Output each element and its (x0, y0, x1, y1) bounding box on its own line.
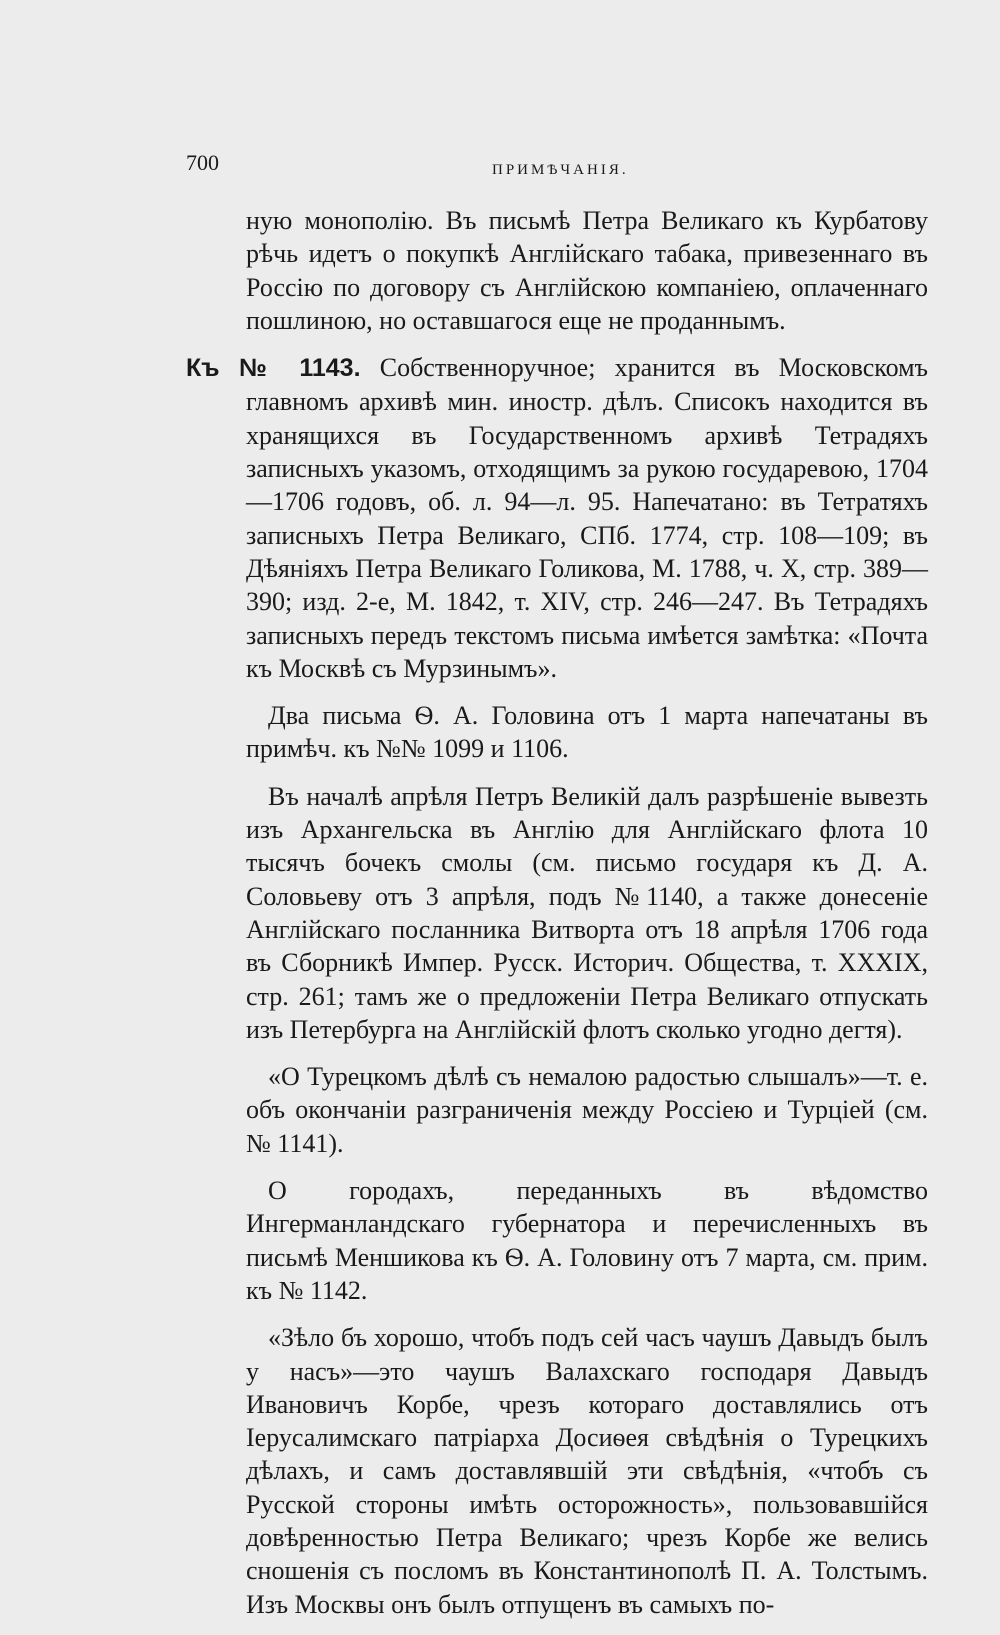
paragraph: «О Турецкомъ дѣлѣ съ немалою радостью слышалъ»—т. е. объ окончаніи разграниченія между Россіею и Турціей (см. № 1141). (246, 1062, 928, 1158)
paragraph: «Зѣло бъ хорошо, чтобъ подъ сей часъ чаушъ Давыдъ былъ у насъ»—это чаушъ Валахскаго господаря Давыдъ Ивановичъ Корбе, чрезъ котораго доставлялись отъ Іерусалимскаго патріарха Досиѳея свѣдѣнія о Турецкихъ дѣлахъ, и самъ доставлявшій эти свѣдѣнія, «чтобъ съ Русской стороны имѣть осторожность», пользовавшійся довѣренностью Петра Великаго; чрезъ Корбе же велись сношенія съ посломъ въ Константинополѣ П. А. Толстымъ. Изъ Москвы онъ былъ отпущенъ въ самыхъ по- (246, 1323, 928, 1619)
paragraph: О городахъ, переданныхъ въ вѣдомство Ингерманландскаго губернатора и перечисленныхъ въ письмѣ Меншикова къ Ѳ. А. Головину отъ 7 марта, см. прим. къ № 1142. (246, 1176, 928, 1305)
paragraph: Два письма Ѳ. А. Головина отъ 1 марта напечатаны въ примѣч. къ №№ 1099 и 1106. (246, 701, 928, 764)
note-entry (186, 351, 928, 685)
running-head: ПРИМѢЧАНІЯ. (492, 162, 629, 178)
paragraph: Въ началѣ апрѣля Петръ Великій далъ разрѣшеніе вывезть изъ Архангельска въ Англію для Англійскаго флота 10 тысячъ бочекъ смолы (см. письмо государя къ Д. А. Соловьеву отъ 3 апрѣля, подъ №1140, а также донесеніе Англійскаго посланника Витворта отъ 18 апрѣля 1706 года въ Сборникѣ Импер. Русск. Историч. Общества, т. XXXIX, стр. 261; тамъ же о предложеніи Петра Великаго отпускать изъ Петербурга на Англійскій флотъ сколько угодно дегтя). (246, 781, 928, 1044)
paragraph: ную монополію. Въ письмѣ Петра Великаго къ Курбатову рѣчь идетъ о покупкѣ Англійскаго табака, привезеннаго въ Россію по договору съ Англійскою компаніею, оплаченнаго пошлиною, но оставшагося еще не проданнымъ. (246, 206, 928, 335)
page-number: 700 (186, 150, 219, 175)
note-label: Къ № 1143. (186, 354, 361, 383)
note-text: Собственноручное; хранится въ Московскомъ главномъ архивѣ мин. иностр. дѣлъ. Списокъ находится въ хранящихся въ Государственномъ архивѣ Тетрадяхъ записныхъ указомъ, отходящимъ за рукою государевою, 1704—1706 годовъ, об. л. 94—л. 95. Напечатано: въ Тетратяхъ записныхъ Петра Великаго, СПб. 1774, стр. 108—109; въ Дѣяніяхъ Петра Великаго Голикова, М. 1788, ч. X, стр. 389—390; изд. 2-е, М. 1842, т. XIV, стр. 246—247. Въ Тетрадяхъ записныхъ передъ текстомъ письма имѣется замѣтка: «Почта къ Москвѣ съ Мурзинымъ». (246, 353, 928, 683)
page-body (186, 204, 928, 1635)
